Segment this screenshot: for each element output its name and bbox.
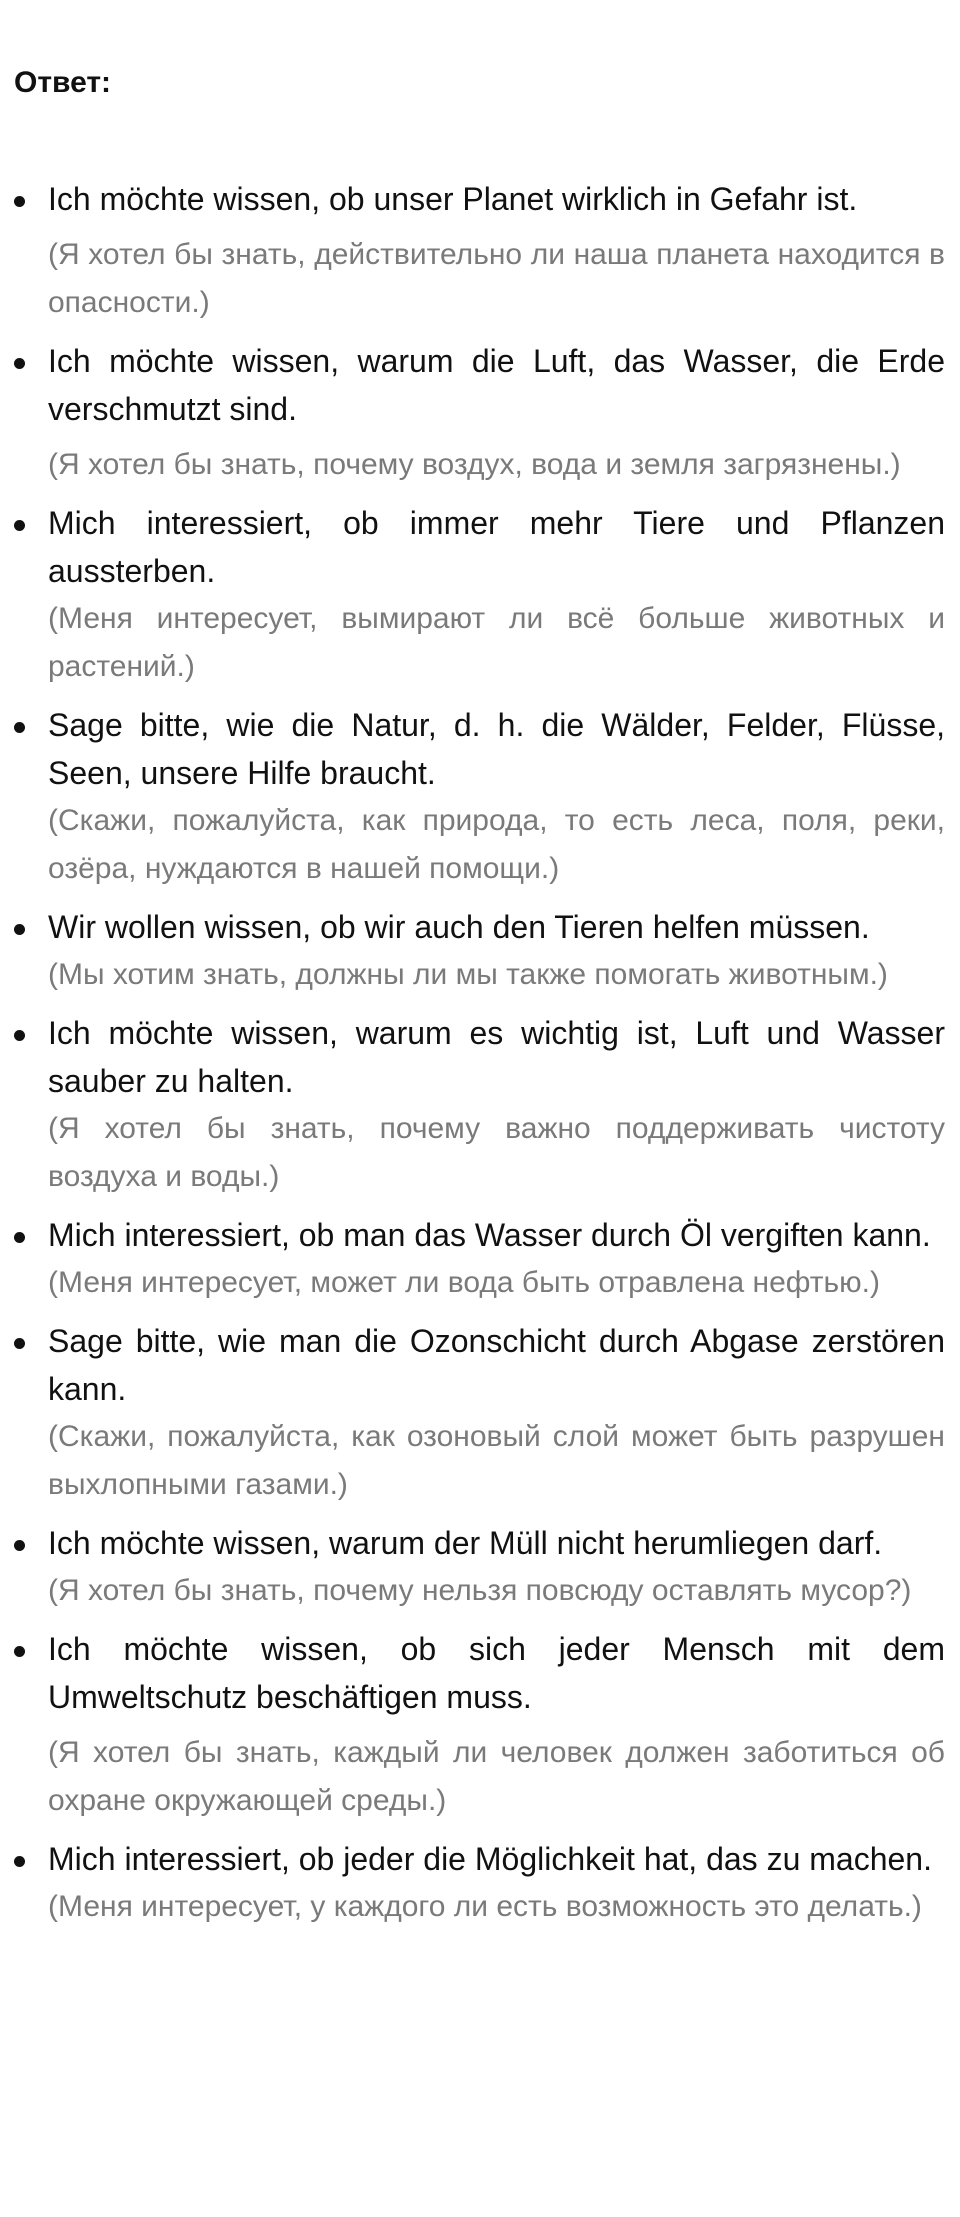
russian-translation: (Я хотел бы знать, почему важно поддерживать чистоту воздуха и воды.) (48, 1112, 945, 1193)
answer-heading: Ответ: (14, 66, 112, 99)
answer-item-6 (0, 1009, 960, 1201)
german-sentence: Mich interessiert, ob immer mehr Tiere und Pflanzen aussterben. (48, 505, 945, 589)
german-sentence: Wir wollen wissen, ob wir auch den Tieren helfen müssen. (48, 909, 870, 945)
answer-item-1 (0, 175, 960, 327)
russian-translation: (Мы хотим знать, должны ли мы также помогать животным.) (48, 958, 888, 991)
german-sentence: Ich möchte wissen, warum die Luft, das Wasser, die Erde verschmutzt sind. (48, 343, 945, 427)
answer-item-2 (0, 337, 960, 489)
russian-translation: (Я хотел бы знать, почему воздух, вода и земля загрязнены.) (48, 448, 901, 481)
russian-translation: (Меня интересует, у каждого ли есть возможность это делать.) (48, 1890, 922, 1923)
german-sentence: Ich möchte wissen, warum der Müll nicht herumliegen darf. (48, 1525, 883, 1561)
answer-item-8 (0, 1317, 960, 1509)
answer-item-7 (0, 1211, 960, 1307)
german-sentence: Ich möchte wissen, warum es wichtig ist, Luft und Wasser sauber zu halten. (48, 1015, 945, 1099)
answer-item-10 (0, 1625, 960, 1825)
russian-translation: (Меня интересует, может ли вода быть отравлена нефтью.) (48, 1266, 881, 1299)
russian-translation: (Скажи, пожалуйста, как природа, то есть леса, поля, реки, озёра, нуждаются в нашей помощи.) (48, 804, 945, 885)
answer-item-11 (0, 1835, 960, 1931)
answer-item-9 (0, 1519, 960, 1615)
german-sentence: Ich möchte wissen, ob sich jeder Mensch mit dem Umweltschutz beschäftigen muss. (48, 1631, 945, 1715)
russian-translation: (Скажи, пожалуйста, как озоновый слой может быть разрушен выхлопными газами.) (48, 1420, 945, 1501)
russian-translation: (Я хотел бы знать, почему нельзя повсюду оставлять мусор?) (48, 1574, 912, 1607)
russian-translation: (Я хотел бы знать, каждый ли человек должен заботиться об охране окружающей среды.) (48, 1736, 945, 1817)
answer-item-5 (0, 903, 960, 999)
german-sentence: Mich interessiert, ob jeder die Möglichkeit hat, das zu machen. (48, 1841, 932, 1877)
german-sentence: Ich möchte wissen, ob unser Planet wirklich in Gefahr ist. (48, 181, 858, 217)
russian-translation: (Я хотел бы знать, действительно ли наша планета находится в опасности.) (48, 238, 945, 319)
answer-item-3 (0, 499, 960, 691)
german-sentence: Mich interessiert, ob man das Wasser durch Öl vergiften kann. (48, 1217, 931, 1253)
german-sentence: Sage bitte, wie die Natur, d. h. die Wälder, Felder, Flüsse, Seen, unsere Hilfe braucht. (48, 707, 945, 791)
russian-translation: (Меня интересует, вымирают ли всё больше животных и растений.) (48, 602, 945, 683)
german-sentence: Sage bitte, wie man die Ozonschicht durch Abgase zerstören kann. (48, 1323, 945, 1407)
answer-item-4 (0, 701, 960, 893)
answer-list (0, 175, 960, 1941)
